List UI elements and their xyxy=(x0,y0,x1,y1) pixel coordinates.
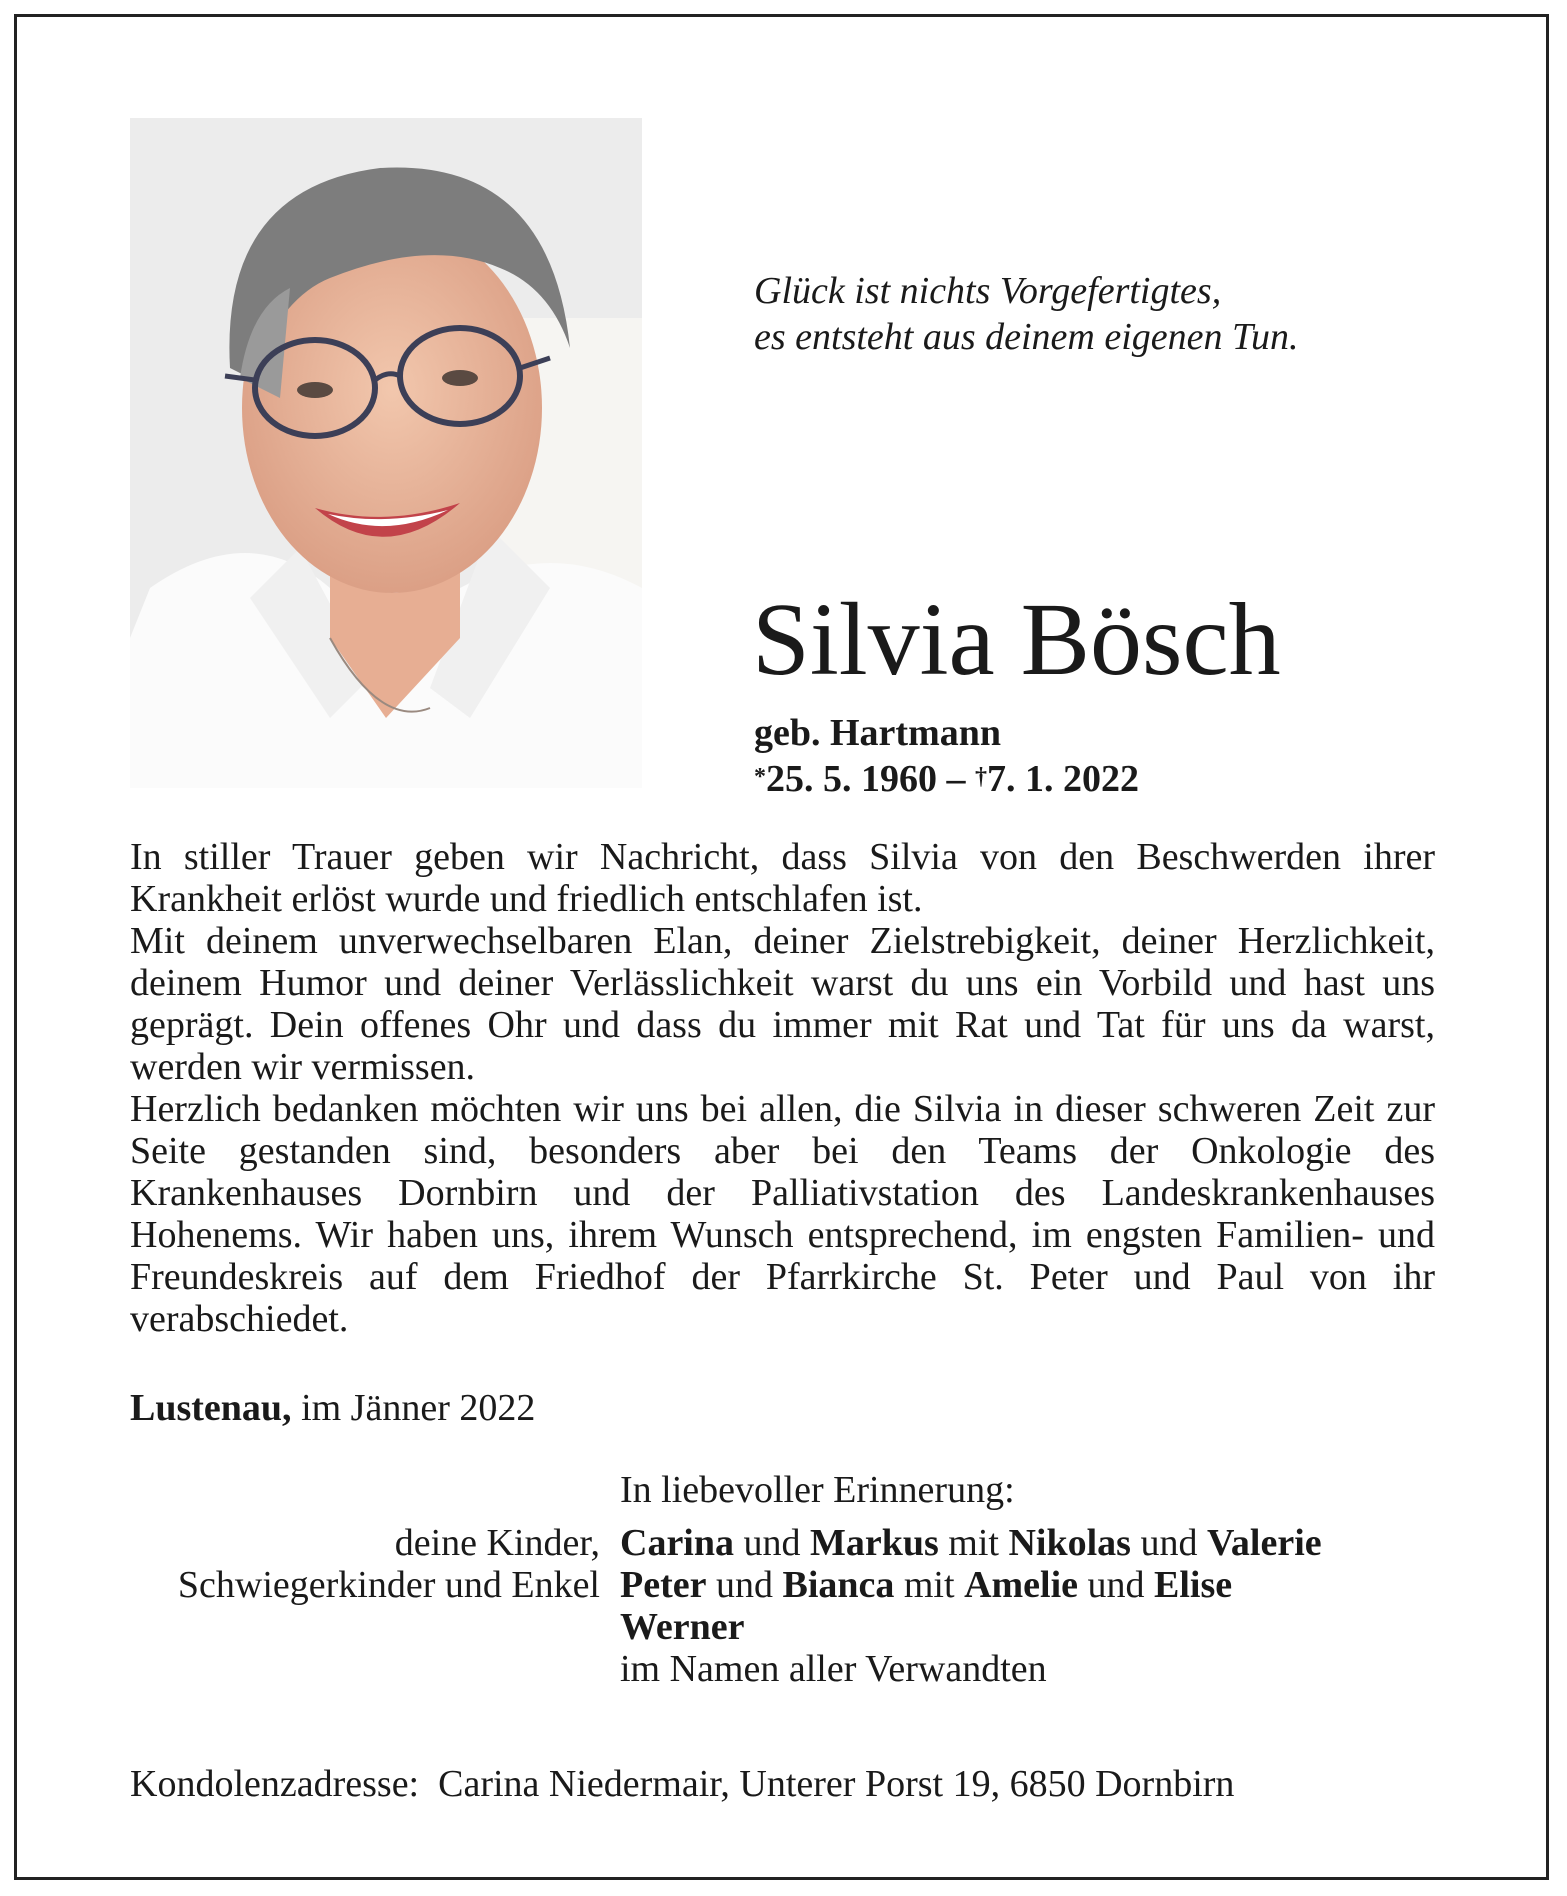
place: Lustenau, xyxy=(130,1387,292,1429)
mourner-name: Elise xyxy=(1154,1564,1233,1606)
mourners-row xyxy=(620,1522,1322,1564)
place-date xyxy=(130,1386,535,1430)
relation-description xyxy=(100,1522,600,1606)
quote xyxy=(754,268,1454,360)
birth-symbol: * xyxy=(754,764,766,790)
relation-line-1: deine Kinder, xyxy=(394,1522,600,1564)
mourners-closing: im Namen aller Verwandten xyxy=(620,1648,1047,1690)
paragraph-1: In stiller Trauer geben wir Nachricht, dass Silvia von den Beschwerden ihrer Krankheit erlöst wurde und friedlich entschlafen ist. xyxy=(130,836,1435,920)
connector: mit xyxy=(938,1522,1009,1564)
deceased-name: Silvia Bösch xyxy=(752,582,1281,697)
mourner-name: Valerie xyxy=(1206,1522,1322,1564)
quote-line-1: Glück ist nichts Vorgefertigtes, xyxy=(754,270,1222,312)
portrait-illustration xyxy=(130,118,642,788)
mourner-name: Markus xyxy=(810,1522,939,1564)
birth-date: 25. 5. 1960 xyxy=(766,758,937,800)
portrait-photo xyxy=(130,118,642,788)
memory-heading: In liebevoller Erinnerung: xyxy=(620,1469,1015,1511)
paragraph-2: Mit deinem unverwechselbaren Elan, deiner Zielstrebigkeit, deiner Herzlichkeit, deinem Humor und deiner Verlässlichkeit warst du uns ein Vorbild und hast uns geprägt. Dein offenes Ohr und dass du immer mit Rat und Tat für uns da warst, werden wir vermissen. xyxy=(130,920,1435,1088)
quote-line-2: es entsteht aus deinem eigenen Tun. xyxy=(754,316,1299,358)
mourner-name: Carina xyxy=(620,1522,734,1564)
date: im Jänner 2022 xyxy=(291,1387,536,1429)
mourner-name: Werner xyxy=(620,1606,745,1648)
death-symbol: † xyxy=(975,764,987,790)
connector: und xyxy=(1078,1564,1155,1606)
connector: und xyxy=(706,1564,783,1606)
mourner-name: Nikolas xyxy=(1008,1522,1131,1564)
connector: mit xyxy=(894,1564,965,1606)
mourner-name: Amelie xyxy=(964,1564,1079,1606)
paragraph-3: Herzlich bedanken möchten wir uns bei allen, die Silvia in dieser schweren Zeit zur Seite gestanden sind, besonders aber bei den Teams der Onkologie des Krankenhauses Dornbirn und der Palliativstation des Landeskrankenhauses Hohenems. Wir haben uns, ihrem Wunsch entsprechend, im engsten Familien- und Freundeskreis auf dem Friedhof der Pfarrkirche St. Peter und Paul von ihr verabschiedet. xyxy=(130,1088,1435,1340)
obituary-text xyxy=(130,836,1435,1340)
connector: und xyxy=(734,1522,810,1564)
mourner-name: Peter xyxy=(620,1564,707,1606)
condolence-address xyxy=(130,1762,1234,1806)
mourners-list xyxy=(620,1522,1322,1690)
date-separator: – xyxy=(937,758,975,800)
connector: und xyxy=(1130,1522,1207,1564)
condolence-value: Carina Niedermair, Unterer Porst 19, 6850 Dornbirn xyxy=(438,1763,1235,1805)
life-dates xyxy=(754,756,1139,802)
mourners-row xyxy=(620,1564,1322,1606)
maiden-name: geb. Hartmann xyxy=(754,712,1001,754)
condolence-label: Kondolenzadresse: xyxy=(130,1763,420,1805)
death-date: 7. 1. 2022 xyxy=(987,758,1139,800)
mourner-name: Bianca xyxy=(782,1564,895,1606)
relation-line-2: Schwiegerkinder und Enkel xyxy=(177,1564,600,1606)
mourners-row xyxy=(620,1606,1322,1648)
